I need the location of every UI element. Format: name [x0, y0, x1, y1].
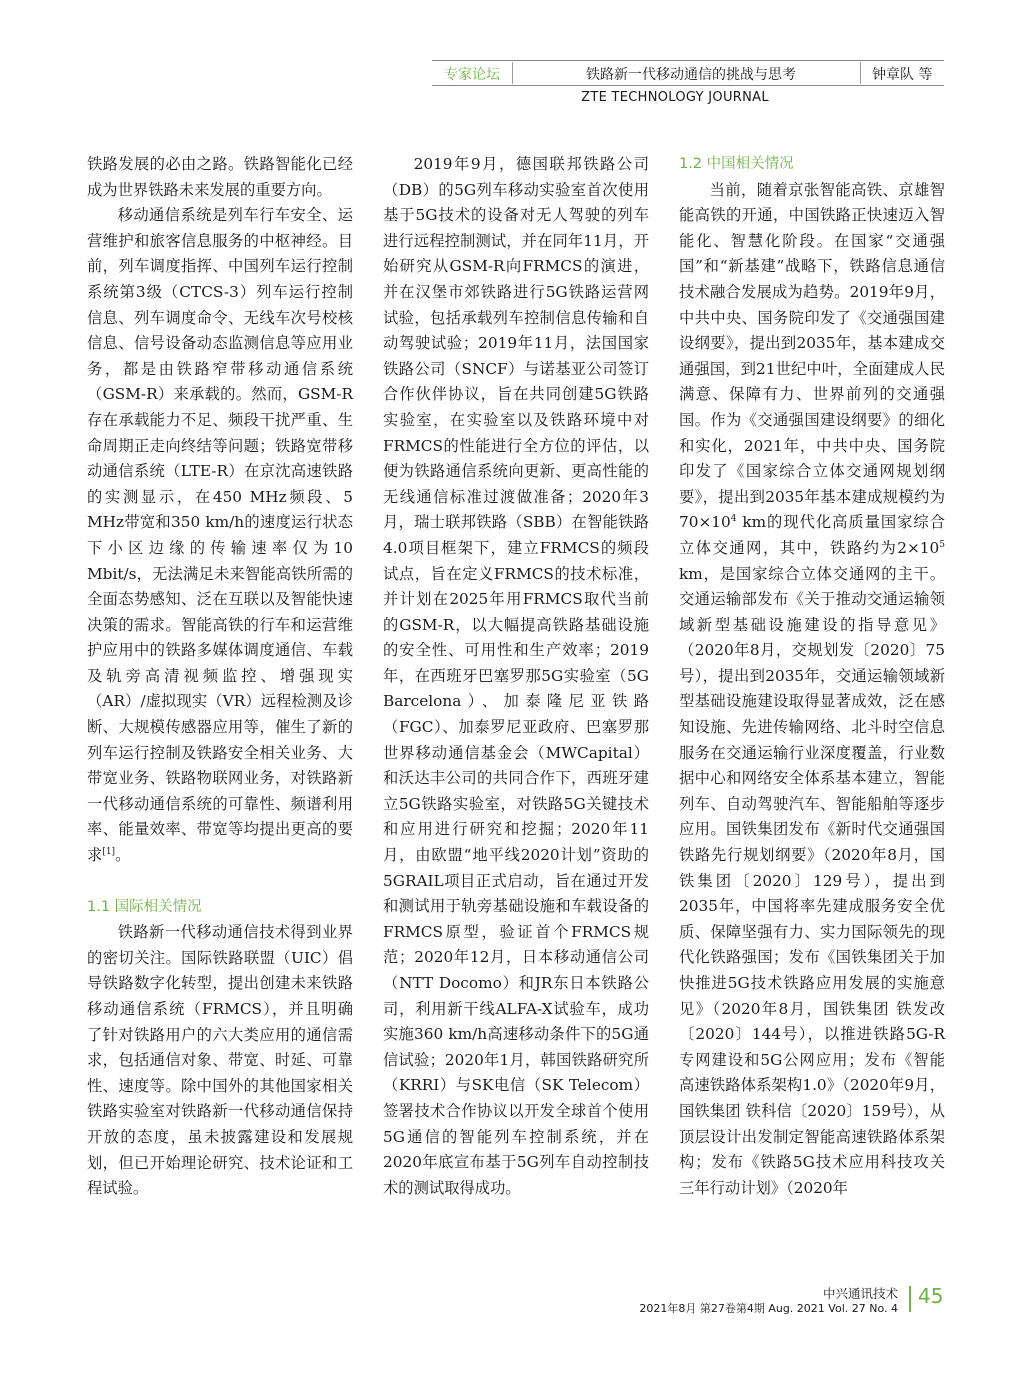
header-authors: 钟章队 等 — [872, 67, 933, 83]
page-number: 45 — [918, 1284, 944, 1308]
citation-ref: [1] — [102, 846, 116, 857]
paragraph-end: 。 — [115, 846, 131, 865]
paragraph-text: km，是国家综合立体交通网的主干。交通运输部发布《关于推动交通运输领域新型基础设施建设的指导意见》（2020年8月，交规划发〔2020〕75号），提出到2035年，交通运输领域新型基础设施建设取得显著成效，泛在感知设施、先进传输网络、北斗时空信息服务在交通运输行业深度覆盖，行业数据中心和网络安全体系基本建立，智能列车、自动驾驶汽车、智能船舶等逐步应用。国铁集团发布《新时代交通强国铁路先行规划纲要》（2020年8月，国铁集团〔2020〕129号），提出到2035年，中国将率先建成服务安全优质、保障坚强有力、实力国际领先的现代化铁路强国；发布《国铁集团关于加快推进5G技术铁路应用发展的实施意见》（2020年8月，国铁集团 铁发改〔2020〕144号），以推进铁路5G-R专网建设和5G公网应用；发布《智能高速铁路体系架构1.0》（2020年9月，国铁集团 铁科信〔2020〕159号），从顶层设计出发制定智能高速铁路体系架构；发布《铁路5G技术应用科技攻关三年行动计划》（2020年 — [679, 564, 945, 1197]
journal-name-english: ZTE TECHNOLOGY JOURNAL — [581, 90, 769, 105]
section-heading: 1.2 中国相关情况 — [679, 156, 794, 172]
paragraph: 铁路发展的必由之路。铁路智能化已经成为世界铁路未来发展的重要方向。 — [87, 155, 353, 199]
paragraph-text: 当前，随着京张智能高铁、京雄智能高铁的开通，中国铁路正快速迈入智能化、智慧化阶段。在国家“交通强国”和“新基建”战略下，铁路信息通信技术融合发展成为趋势。2019年9月，中共中央、国务院印发了《交通强国建设纲要》，提出到2035年，基本建成交通强国，到21世纪中叶，全面建成人民满意、保障有力、世界前列的交通强国。作为《交通强国建设纲要》的细化和实化，2021年，中共中央、国务院印发了《国家综合立体交通网规划纲要》，提出到2035年基本建成规模约为70×10 — [679, 180, 945, 532]
paragraph: 铁路新一代移动通信技术得到业界的密切关注。国际铁路联盟（UIC）倡导铁路数字化转型，提出创建未来铁路移动通信系统（FRMCS），并且明确了针对铁路用户的六大类应用的通信需求，包括通信对象、带宽、时延、可靠性、速度等。除中国外的其他国家相关铁路实验室对铁路新一代移动通信保持开放的态度，虽未披露建设和发展规划，但已开始理论研究、技术论证和工程试验。 — [87, 923, 353, 1198]
section-heading: 1.1 国际相关情况 — [87, 898, 202, 915]
footer-divider — [909, 1286, 911, 1312]
header-top-rule — [432, 60, 944, 61]
header-divider — [512, 62, 513, 84]
page-footer — [0, 1280, 1020, 1320]
header-section: 专家论坛 — [444, 67, 500, 83]
paragraph — [87, 203, 353, 868]
column-2 — [383, 152, 649, 1201]
paragraph-text: km的现代化高质量国家综合立体交通网，其中，铁路约为2×10 — [679, 513, 945, 557]
column-1 — [87, 152, 353, 1202]
exponent: 5 — [939, 539, 945, 550]
paragraph — [679, 178, 945, 1202]
header-divider — [860, 62, 861, 84]
column-3 — [679, 152, 945, 1201]
exponent: 4 — [730, 514, 737, 525]
paragraph-text: 移动通信系统是列车行车安全、运营维护和旅客信息服务的中枢神经。目前，列车调度指挥、中国列车运行控制系统第3级（CTCS-3）列车运行控制信息、列车调度命令、无线车次号校核信息、信号设备动态监测信息等应用业务，都是由铁路窄带移动通信系统（GSM-R）来承载的。然而，GSM-R存在承载能力不足、频段干扰严重、生命周期正走向终结等问题；铁路宽带移动通信系统（LTE-R）在京沈高速铁路的实测显示，在450 MHz频段、5 MHz带宽和350 km/h的速度运行状态下小区边缘的传输速率仅为10 Mbit/s，无法满足未来智能高铁所需的全面态势感知、泛在互联以及智能快速决策的需求。智能高铁的行车和运营维护应用中的铁路多媒体调度通信、车载及轨旁高清视频监控、增强现实（AR）/虚拟现实（VR）远程检测及诊断、大规模传感器应用等，催生了新的列车运行控制及铁路安全相关业务、大带宽业务、铁路物联网业务，对铁路新一代移动通信系统的可靠性、频谱利用率、能量效率、带宽等均提出更高的要求 — [87, 206, 353, 865]
header-article-title: 铁路新一代移动通信的挑战与思考 — [586, 67, 796, 83]
page-header — [0, 0, 1020, 120]
header-bottom-rule — [432, 85, 944, 86]
footer-issue-info: 2021年8月 第27卷第4期 Aug. 2021 Vol. 27 No. 4 — [639, 1302, 898, 1315]
paragraph: 2019年9月，德国联邦铁路公司（DB）的5G列车移动实验室首次使用基于5G技术的设备对无人驾驶的列车进行远程控制测试，并在同年11月，开始研究从GSM-R向FRMCS的演进，并在汉堡市郊铁路进行5G铁路运营网试验，包括承载列车控制信息传输和自动驾驶试验；2019年11月，法国国家铁路公司（SNCF）与诺基亚公司签订合作伙伴协议，旨在共同创建5G铁路实验室，在实验室以及铁路环境中对FRMCS的性能进行全方位的评估，以便为铁路通信系统向更新、更高性能的无线通信标准过渡做准备；2020年3月，瑞士联邦铁路（SBB）在智能铁路4.0项目框架下，建立FRMCS的频段试点，旨在定义FRMCS的技术标准，并计划在2025年用FRMCS取代当前的GSM-R，以大幅提高铁路基础设施的安全性、可用性和生产效率；2019年，在西班牙巴塞罗那5G实验室（5G Barcelona）、加泰隆尼亚铁路（FGC）、加泰罗尼亚政府、巴塞罗那世界移动通信基金会（MWCapital）和沃达丰公司的共同合作下，西班牙建立5G铁路实验室，对铁路5G关键技术和应用进行研究和挖掘；2020年11月，由欧盟“地平线2020计划”资助的5GRAIL项目正式启动，旨在通过开发和测试用于轨旁基础设施和车载设备的FRMCS原型，验证首个FRMCS规范；2020年12月，日本移动通信公司（NTT Docomo）和JR东日本铁路公司，利用新干线ALFA-X试验车，成功实施360 km/h高速移动条件下的5G通信试验；2020年1月，韩国铁路研究所（KRRI）与SK电信（SK Telecom）签署技术合作协议以开发全球首个使用5G通信的智能列车控制系统，并在2020年底宣布基于5G列车自动控制技术的测试取得成功。 — [383, 155, 649, 1197]
footer-journal-name: 中兴通讯技术 — [822, 1286, 898, 1301]
